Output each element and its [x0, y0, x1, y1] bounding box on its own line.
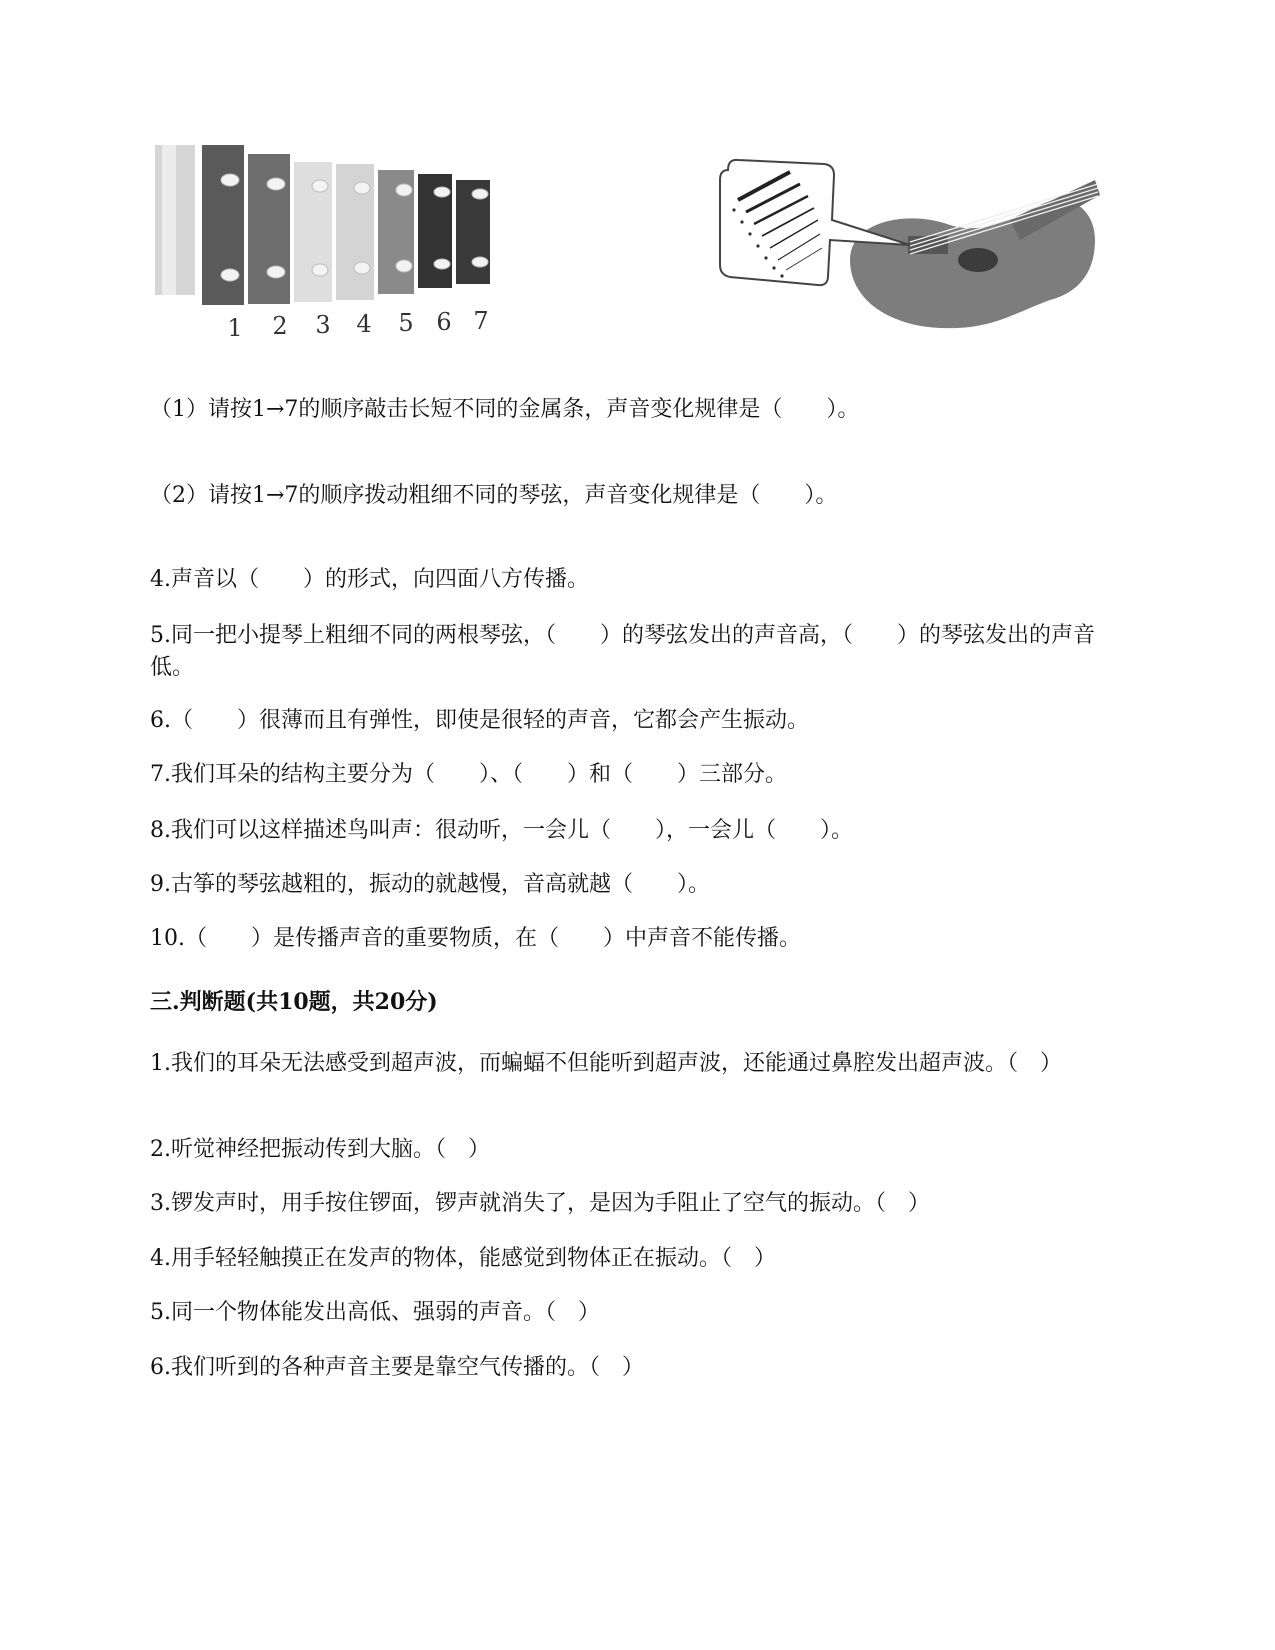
fill-question-4: 4.声音以（ ）的形式，向四面八方传播。 — [150, 567, 589, 592]
xylophone-bars — [202, 145, 490, 305]
fill-question-5: 5.同一把小提琴上粗细不同的两根琴弦，（ ）的琴弦发出的声音高，（ ）的琴弦发出的声音低。 — [150, 623, 1095, 680]
bar-number-5: 5 — [398, 309, 414, 337]
guitar-illustration — [710, 150, 1100, 350]
fill-question-7: 7.我们耳朵的结构主要分为（ ）、（ ）和（ ）三部分。 — [150, 762, 787, 787]
judgment-question-6: 6.我们听到的各种声音主要是靠空气传播的。（ ） — [150, 1355, 644, 1380]
judgment-question-2: 2.听觉神经把振动传到大脑。（ ） — [150, 1137, 490, 1162]
judgment-question-3: 3.锣发声时，用手按住锣面，锣声就消失了，是因为手阻止了空气的振动。（ ） — [150, 1191, 930, 1216]
judgment-question-5: 5.同一个物体能发出高低、强弱的声音。（ ） — [150, 1300, 600, 1325]
fill-question-8: 8.我们可以这样描述鸟叫声：很动听，一会儿（ ），一会儿（ ）。 — [150, 818, 853, 843]
sub-question-2: （2）请按1→7的顺序拨动粗细不同的琴弦，声音变化规律是（ ）。 — [150, 483, 838, 508]
figure-row — [150, 140, 1150, 360]
bar-number-3: 3 — [315, 311, 331, 339]
bar-number-6: 6 — [436, 308, 452, 336]
sub-question-1: （1）请按1→7的顺序敲击长短不同的金属条，声音变化规律是（ ）。 — [150, 397, 860, 422]
bar-number-2: 2 — [272, 312, 288, 340]
bar-number-4: 4 — [356, 310, 372, 338]
bar-number-1: 1 — [227, 314, 243, 342]
section-title-judgment: 三.判断题(共10题，共20分) — [150, 989, 438, 1015]
fill-question-10: 10.（ ）是传播声音的重要物质，在（ ）中声音不能传播。 — [150, 926, 801, 951]
judgment-question-4: 4.用手轻轻触摸正在发声的物体，能感觉到物体正在振动。（ ） — [150, 1246, 776, 1271]
fill-question-6: 6.（ ）很薄而且有弹性，即使是很轻的声音，它都会产生振动。 — [150, 708, 809, 733]
fill-question-9: 9.古筝的琴弦越粗的，振动的就越慢，音高就越（ ）。 — [150, 872, 710, 897]
bar-number-7: 7 — [473, 307, 489, 335]
xylophone-illustration — [150, 140, 530, 355]
judgment-question-1: 1.我们的耳朵无法感受到超声波，而蝙蝠不但能听到超声波，还能通过鼻腔发出超声波。（ ） — [150, 1051, 1062, 1076]
